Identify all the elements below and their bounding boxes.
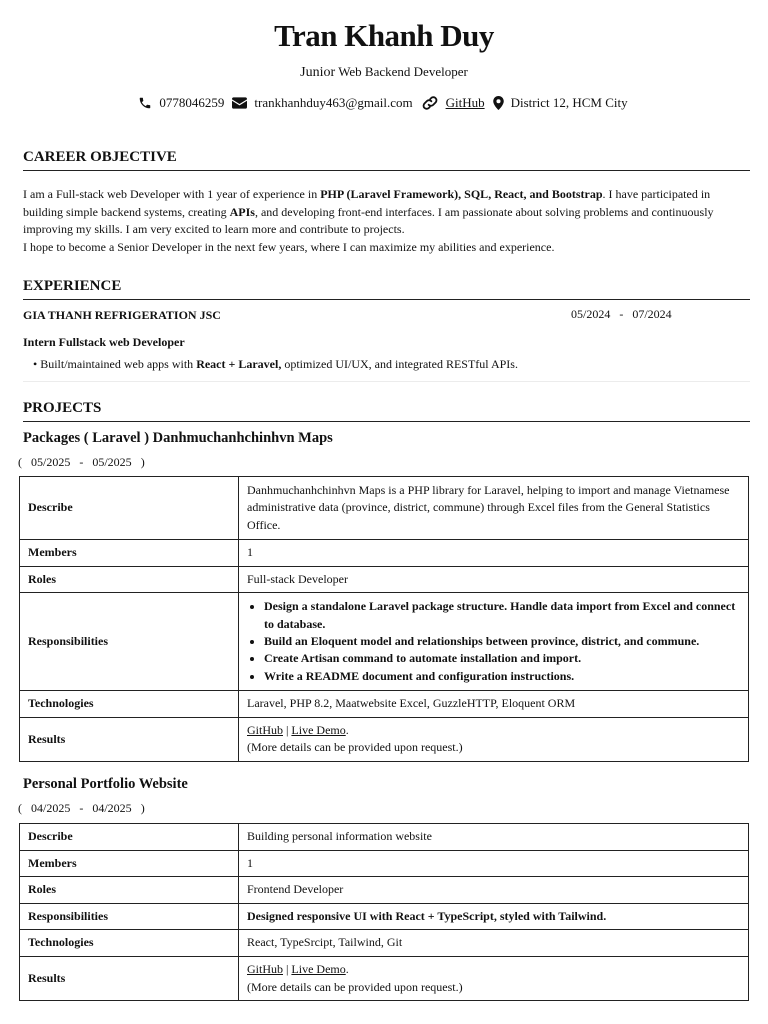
project-github-link[interactable]: GitHub: [247, 722, 283, 737]
project-dates: ( 04/2025 - 04/2025 ): [18, 801, 145, 815]
roles-value: Frontend Developer: [239, 877, 749, 904]
roles-label: Roles: [20, 566, 239, 593]
table-row: [20, 930, 749, 957]
results-label: Results: [20, 956, 239, 1000]
table-row: [20, 717, 749, 761]
github-link[interactable]: GitHub: [445, 95, 485, 110]
project-github-link[interactable]: GitHub: [247, 961, 283, 976]
technologies-value: React, TypeSrcipt, Tailwind, Git: [239, 930, 749, 957]
contact-github[interactable]: [421, 95, 485, 111]
list-item: • Build an Eloquent model and relationships between province, district, and commune.: [264, 633, 740, 650]
list-item: • Write a README document and configuration instructions.: [264, 668, 740, 685]
table-row: [20, 593, 749, 691]
responsibilities-value: [239, 593, 749, 691]
results-value: GitHub | Live Demo. (More details can be provided upon request.): [239, 717, 749, 761]
project-title: Personal Portfolio Website: [23, 776, 188, 792]
contact-bar: [0, 95, 768, 111]
map-pin-icon: [493, 96, 504, 110]
technologies-label: Technologies: [20, 691, 239, 718]
table-row: [20, 850, 749, 877]
members-label: Members: [20, 850, 239, 877]
job-position: Web Backend Developer: [338, 64, 468, 79]
contact-email[interactable]: [232, 95, 412, 111]
project-live-demo-link[interactable]: Live Demo: [291, 722, 346, 737]
project-table: [19, 476, 749, 762]
members-value: 1: [239, 540, 749, 567]
company-name: GIA THANH REFRIGERATION JSC: [23, 308, 221, 322]
members-value: 1: [239, 850, 749, 877]
table-row: [20, 877, 749, 904]
technologies-value: Laravel, PHP 8.2, Maatwebsite Excel, GuzzleHTTP, Eloquent ORM: [239, 691, 749, 718]
responsibilities-list: [247, 598, 740, 685]
section-heading-projects: PROJECTS: [23, 400, 750, 422]
contact-phone: [138, 95, 224, 111]
objective-text: [23, 186, 738, 256]
phone-icon: [138, 96, 152, 110]
results-label: Results: [20, 717, 239, 761]
responsibilities-label: Responsibilities: [20, 903, 239, 930]
list-item: • Design a standalone Laravel package structure. Handle data import from Excel and connect to database.: [264, 598, 740, 633]
results-note: (More details can be provided upon request.): [247, 979, 463, 994]
project-title: Packages ( Laravel ) Danhmuchanhchinhvn Maps: [23, 430, 333, 446]
job-level: Junior: [300, 65, 336, 80]
section-heading-career-objective: CAREER OBJECTIVE: [23, 149, 750, 171]
table-row: [20, 956, 749, 1000]
project-dates: ( 05/2025 - 05/2025 ): [18, 455, 145, 469]
table-row: [20, 691, 749, 718]
experience-role: Intern Fullstack web Developer: [23, 335, 185, 349]
project-table: [19, 823, 749, 1001]
responsibilities-value: Designed responsive UI with React + TypeScript, styled with Tailwind.: [239, 903, 749, 930]
describe-label: Describe: [20, 477, 239, 540]
location-text: District 12, HCM City: [510, 95, 628, 110]
results-value: GitHub | Live Demo. (More details can be provided upon request.): [239, 956, 749, 1000]
table-row: [20, 903, 749, 930]
phone-number: 0778046259: [159, 95, 225, 110]
table-row: [20, 540, 749, 567]
experience-dates: 05/2024 - 07/2024: [571, 307, 672, 321]
objective-paragraph-2: I hope to become a Senior Developer in the next few years, where I can maximize my abilities and experience.: [23, 239, 555, 254]
roles-value: Full-stack Developer: [239, 566, 749, 593]
describe-label: Describe: [20, 824, 239, 851]
project-live-demo-link[interactable]: Live Demo: [291, 961, 346, 976]
table-row: [20, 824, 749, 851]
contact-location: [493, 95, 628, 111]
divider: [23, 381, 750, 382]
link-icon: [421, 96, 439, 110]
job-title: [0, 64, 768, 81]
results-note: (More details can be provided upon request.): [247, 740, 463, 755]
section-heading-experience: EXPERIENCE: [23, 278, 750, 300]
responsibilities-label: Responsibilities: [20, 593, 239, 691]
objective-paragraph-1: I am a Full-stack web Developer with 1 year of experience in PHP (Laravel Framework), SQL, React, and Bootstrap. I have participated in building simple backend systems, creating APIs, and developing front-end interfaces. I am passionate about solving problems and continuously improving my skills. I am very excited to learn more and contribute to projects.: [23, 187, 714, 237]
technologies-label: Technologies: [20, 930, 239, 957]
table-row: [20, 477, 749, 540]
describe-value: Danhmuchanhchinhvn Maps is a PHP library for Laravel, helping to import and manage Vietnamese administrative data (province, district, commune) through Excel files from the General Statistics Office.: [239, 477, 749, 540]
list-item: • Create Artisan command to automate installation and import.: [264, 650, 740, 667]
envelope-icon: [232, 97, 247, 109]
members-label: Members: [20, 540, 239, 567]
describe-value: Building personal information website: [239, 824, 749, 851]
candidate-name: Tran Khanh Duy: [274, 18, 494, 53]
roles-label: Roles: [20, 877, 239, 904]
email-address: trankhanhduy463@gmail.com: [254, 95, 413, 110]
experience-bullet: • Built/maintained web apps with React + Laravel, optimized UI/UX, and integrated RESTful APIs.: [33, 357, 518, 371]
table-row: [20, 566, 749, 593]
